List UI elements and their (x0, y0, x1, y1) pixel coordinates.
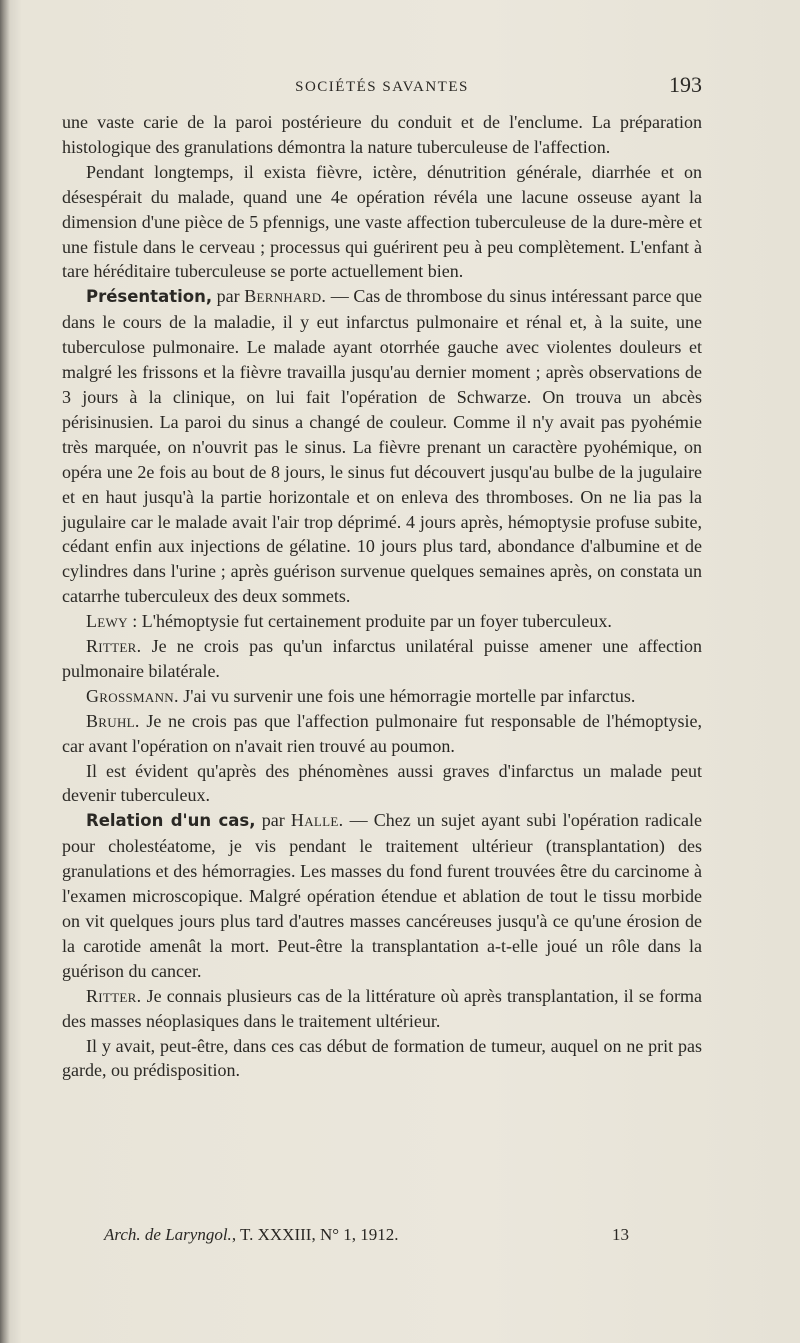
section-heading: Présentation, (86, 287, 213, 307)
running-header (62, 72, 702, 102)
paragraph-discussion: Grossmann. J'ai vu survenir une fois une hémorragie mortelle par infarctus. (86, 685, 636, 706)
author-name: Bernhard. (244, 286, 327, 307)
speaker-name: Ritter. (86, 985, 142, 1006)
speaker-name: Ritter. (86, 636, 142, 657)
paragraph: Pendant longtemps, il exista fièvre, ictère, dénutrition générale, diarrhée et on désespérait du malade, quand une 4e opération révéla une lacune osseuse ayant la dimension d'une pièce de 5 pfennigs, une vaste affection tuberculeuse de la dure-mère et une fistule dans le cerveau ; processus qui guérirent peu à peu complètement. L'enfant à tare héréditaire tuberculeuse se porte actuellement bien. (62, 161, 702, 282)
section-heading: Relation d'un cas, (86, 811, 256, 831)
paragraph-discussion: Ritter. Je connais plusieurs cas de la littérature où après transplantation, il se forma des masses néoplasiques dans le traitement ultérieur. (62, 985, 702, 1031)
paragraph: Il est évident qu'après des phénomènes aussi graves d'infarctus un malade peut devenir tuberculeux. (62, 760, 702, 806)
paragraph: une vaste carie de la paroi postérieure du conduit et de l'enclume. La préparation histologique des granulations démontra la nature tuberculeuse de l'affection. (62, 112, 702, 157)
speaker-name: Lewy (86, 611, 128, 632)
paragraph-discussion: Ritter. Je ne crois pas qu'un infarctus unilatéral puisse amener une affection pulmonaire bilatérale. (62, 636, 702, 681)
paragraph-discussion: Lewy : L'hémoptysie fut certainement produite par un foyer tuberculeux. (86, 611, 612, 632)
journal-volume: , T. XXXIII, N° 1, 1912. (231, 1225, 399, 1244)
speaker-name: Bruhl. (86, 710, 140, 731)
paragraph-case: Relation d'un cas, par Halle. — Chez un sujet ayant subi l'opération radicale pour cholestéatome, je vis pendant le traitement ultérieur (transplantation) des granulations et des hémorragies. Les masses du fond furent trouvées être du carcinome à l'examen microscopique. Malgré opération étendue et ablation de tout le tissu morbide on vit quelques jours plus tard d'autres masses cancéreuses jusqu'à ce qu'une érosion de la carotide amenât la mort. Peut-être la transplantation a-t-elle joué un rôle dans la guérison du cancer. (62, 810, 703, 981)
author-name: Halle. (290, 810, 344, 831)
page-footer (62, 1225, 702, 1251)
page-number: 193 (669, 72, 702, 97)
paragraph-discussion: Bruhl. Je ne crois pas que l'affection pulmonaire fut responsable de l'hémoptysie, car avant l'opération on n'avait rien trouvé au poumon. (62, 710, 702, 756)
signature-mark: 13 (612, 1225, 629, 1244)
speaker-name: Grossmann. (86, 685, 179, 706)
journal-title: Arch. de Laryngol. (104, 1225, 232, 1244)
running-title: SOCIÉTÉS SAVANTES (295, 79, 469, 95)
body-text (62, 110, 702, 1083)
paragraph: Il y avait, peut-être, dans ces cas début de formation de tumeur, auquel on ne prit pas garde, ou prédisposition. (62, 1035, 702, 1081)
journal-citation (104, 1225, 399, 1245)
paragraph-presentation: Présentation, par Bernhard. — Cas de thrombose du sinus intéressant parce que dans le cours de la maladie, il y eut infarctus pulmonaire et rénal et, à la suite, une tuberculose pulmonaire. Le malade ayant otorrhée gauche avec violentes douleurs et malgré les frissons et la fièvre travailla jusqu'au dernier moment ; après observations de 3 jours à la clinique, on lui fait l'opération de Schwarze. On trouva un abcès périsinusien. La paroi du sinus a changé de couleur. Comme il n'y avait pas pyohémie très marquée, on n'ouvrit pas le sinus. La fièvre prenant un caractère pyohémique, on opéra une 2e fois au bout de 8 jours, le sinus fut découvert jusqu'au bulbe de la jugulaire et en haut jusqu'à la partie horizontale et on enleva des thromboses. On ne lia pas la jugulaire car le malade avait l'air trop déprimé. 4 jours après, hémoptysie profuse subite, cédant enfin aux injections de gélatine. 10 jours plus tard, abondance d'albumine et de cylindres dans l'urine ; après guérison survenue quelques semaines après, on constata un catarrhe tuberculeux des deux sommets. (62, 286, 703, 607)
